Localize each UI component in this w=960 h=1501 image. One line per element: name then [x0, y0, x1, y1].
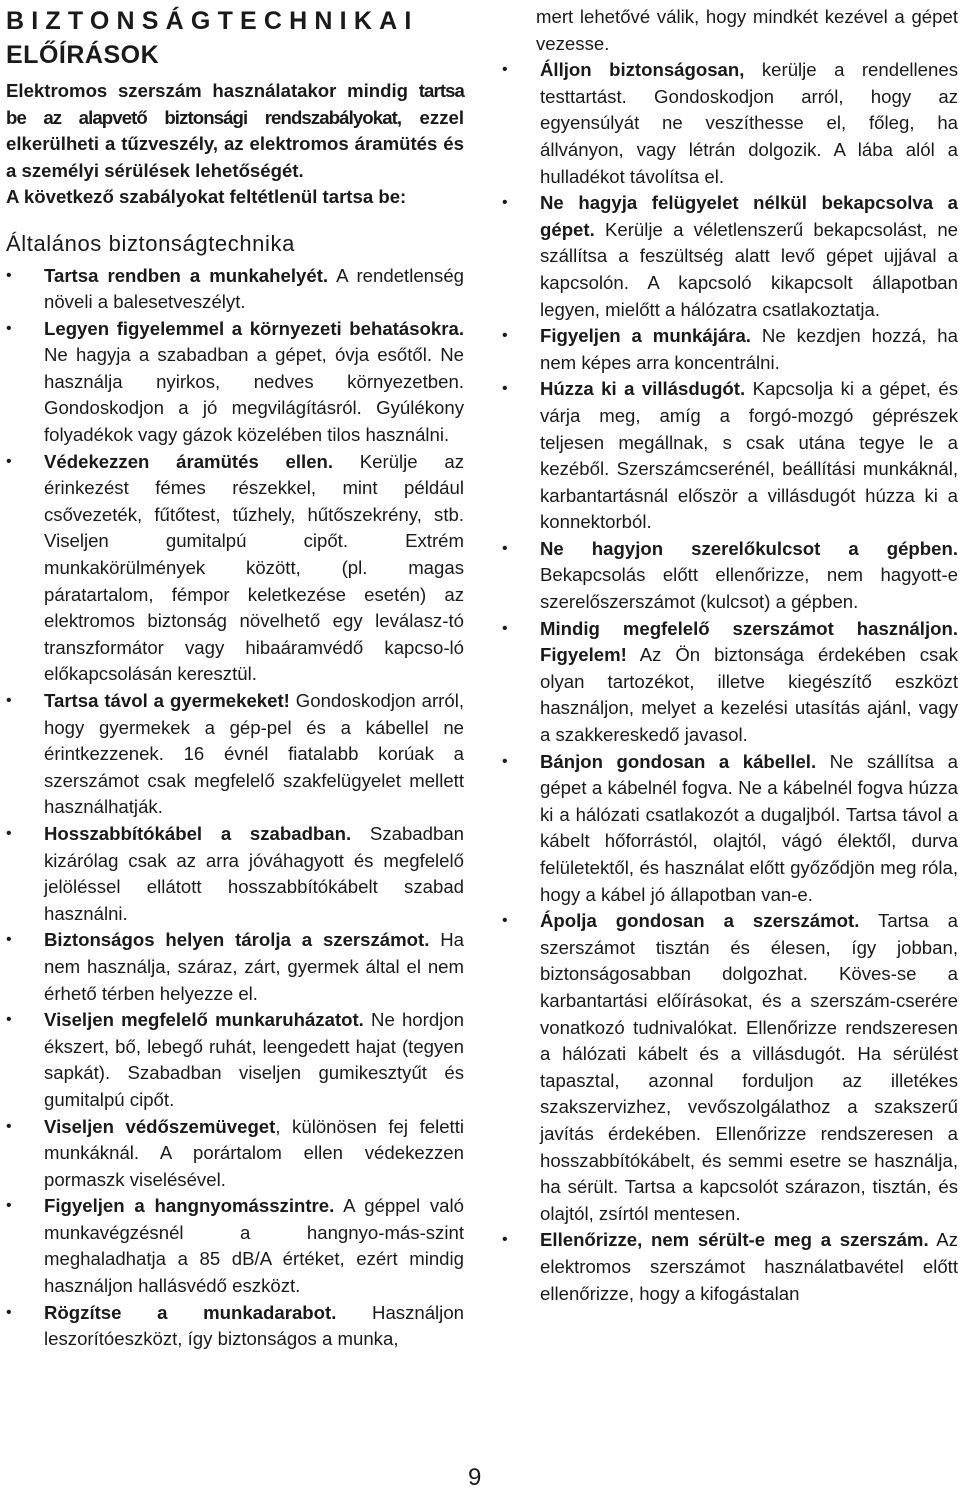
- safety-rule: [6, 263, 464, 316]
- rule-heading: Ápolja gondosan a szerszámot.: [540, 910, 860, 932]
- rule-heading: Ellenőrizze, nem sérült-e meg a szerszám.: [540, 1229, 929, 1251]
- rule-text: Tartsa a szerszámot tisztán és élesen, így jobban, biztonságosabban dolgozhat. Köves-se a karbantartási előírásokat, és a szerszám-cserére vonatkozó tudnivalókat. Ellenőrizze rendszeresen a hálózati kábelt és a villásdugót. Ha sérülést tapasztal, azonnal forduljon az illetékes szakszervizhez, vevőszolgálathoz a szakszerű javítás érdekében. Ellenőrizze rendszeresen a hosszabbítókábelt, és semmi esetre se használja, ha sérült. Tartsa a kapcsolót szárazon, tisztán, és olajtól, zsírtól mentesen.: [540, 910, 958, 1224]
- safety-rule: [6, 927, 464, 1007]
- bullet-icon: •: [6, 452, 12, 470]
- safety-rule: [502, 749, 958, 909]
- rule-text: , különösen fej feletti munkáknál. A porártalom ellen védekezzen pormaszk viselésével.: [44, 1115, 465, 1190]
- bullet-icon: •: [502, 619, 508, 637]
- intro-text-b: tartsa be az alapvető biztonsági rendszabályokat,: [6, 80, 464, 128]
- rule-text: A géppel való munkavégzésnél a hangnyo-más-szint meghaladhatja a 85 dB/A értéket, ezért mindig használjon hallásvédő eszközt.: [44, 1195, 464, 1297]
- safety-rule: [502, 908, 958, 1227]
- bullet-icon: •: [502, 1231, 508, 1249]
- rule-text: Ne szállítsa a gépet a kábelnél fogva. Ne a kábelnél fogva húzza ki a hálózati csatlakozót a dugaljból. Tartsa távol a kábelt hőforrástól, olajtól, vágó élektől, durva felületektől, és használat előtt győződjön meg róla, hogy a kábel jó állapotban van-e.: [540, 750, 958, 905]
- safety-rule: [6, 1193, 464, 1299]
- page-title: [6, 4, 464, 72]
- bullet-icon: •: [502, 327, 508, 345]
- bullet-icon: •: [502, 380, 508, 398]
- rule-heading: Figyeljen a hangnyomásszintre.: [44, 1195, 335, 1217]
- left-bullet-list: [6, 263, 464, 1353]
- rule-heading: Ne hagyjon szerelőkulcsot a gépben.: [540, 537, 958, 559]
- bullet-icon: •: [6, 692, 12, 709]
- title-line-1: BIZTONSÁGTECHNIKAI: [6, 7, 419, 35]
- safety-rule: [502, 376, 958, 536]
- rule-text: Ha nem használja, száraz, zárt, gyermek által el nem érhető térben helyezze el.: [44, 929, 465, 1004]
- bullet-icon: •: [502, 752, 508, 770]
- rule-heading: Biztonságos helyen tárolja a szerszámot.: [44, 929, 430, 951]
- safety-rule: [502, 616, 958, 749]
- rule-text: Az elektromos szerszámot használatbavétel előtt ellenőrizze, hogy a kifogástalan: [540, 1229, 958, 1304]
- page-number: 9: [468, 1464, 482, 1491]
- safety-rule: [6, 1300, 464, 1353]
- bullet-icon: •: [502, 194, 508, 212]
- safety-rule: [6, 449, 464, 688]
- safety-rule: [6, 1007, 464, 1113]
- safety-rule: [502, 323, 958, 376]
- intro-text-c: ezzel elkerülheti a tűzveszély, az elektromos áramütés és a személyi sérülések lehetőségét.: [6, 106, 464, 181]
- safety-rule: [6, 821, 464, 927]
- bullet-icon: •: [6, 1117, 12, 1135]
- safety-rule: [6, 1114, 464, 1194]
- bullet-icon: •: [6, 824, 12, 842]
- safety-rule: [6, 688, 464, 821]
- rule-heading: Álljon biztonságosan,: [540, 59, 745, 81]
- rule-text: Bekapcsolás előtt ellenőrizze, nem hagyott-e szerelőszerszámot (kulcsot) a gépben.: [540, 564, 958, 613]
- rule-text: Gondoskodjon arról, hogy gyermekek a gép-pel és a kábellel ne érintkezzenek. 16 évnél fiatalabb korúak a szerszámot csak megfelelő szakfelügyelet mellett használhatják.: [44, 690, 464, 818]
- rule-heading: Rögzítse a munkadarabot.: [44, 1301, 337, 1323]
- intro-paragraph: [6, 78, 464, 184]
- intro-instruction: A következő szabályokat feltétlenül tartsa be:: [6, 186, 407, 207]
- rule-text: Ne hordjon ékszert, bő, lebegő ruhát, leengedett hajat (tegyen sapkát). Szabadban viseljen gumikesztyűt és gumitalpú cipőt.: [44, 1009, 464, 1110]
- bullet-icon: •: [6, 931, 12, 949]
- rule-heading: Védekezzen áramütés ellen.: [44, 450, 334, 472]
- section-heading: Általános biztonságtechnika: [6, 230, 295, 256]
- rule-heading: Tartsa rendben a munkahelyét.: [44, 264, 329, 286]
- bullet-icon: •: [6, 1303, 12, 1321]
- rule-heading: Figyeljen a munkájára.: [540, 325, 751, 347]
- left-column: [6, 4, 464, 1353]
- bullet-icon: •: [6, 1011, 12, 1029]
- safety-rule: [6, 316, 464, 449]
- rule-text: Ne kezdjen hozzá, ha nem képes arra koncentrálni.: [540, 325, 958, 373]
- bullet-icon: •: [6, 266, 12, 284]
- bullet-icon: •: [6, 1197, 12, 1215]
- rule-text: A rendetlenség növeli a balesetveszélyt.: [44, 264, 464, 313]
- right-column: [502, 4, 958, 1307]
- safety-rule: [502, 190, 958, 323]
- right-bullet-list: [502, 57, 958, 1307]
- rule-text: Szabadban kizárólag csak az arra jóváhagyott és megfelelő jelöléssel ellátott hosszabbítókábelt szabad használni.: [44, 822, 464, 924]
- rule-heading: Legyen figyelemmel a környezeti behatásokra.: [44, 317, 464, 339]
- rule-heading: Hosszabbítókábel a szabadban.: [44, 822, 352, 844]
- rule-text: Használjon leszorítóeszközt, így biztonságos a munka,: [44, 1301, 464, 1350]
- rule-heading: Ne hagyja felügyelet nélkül bekapcsolva a gépet.: [540, 192, 958, 240]
- rule-text: kerülje a rendellenes testtartást. Gondoskodjon arról, hogy az egyensúlyát ne veszíthesse el, főleg, ha állványon, vagy létrán dolgozik. A lába alól a hulladékot távolítsa el.: [540, 59, 959, 187]
- rule-text: Kapcsolja ki a gépet, és várja meg, amíg a forgó-mozgó géprészek teljesen megállnak, s csak utána tegye le a kezéből. Szerszámcserénél, beállítási munkáknál, karbantartásnál először a villásdugót húzza ki a konnektorból.: [540, 378, 958, 533]
- rule-text: Az Ön biztonsága érdekében csak olyan tartozékot, illetve kiegészítő eszközt használjon, melyet a kezelési utasítás ajánl, vagy a szakkereskedő javasol.: [540, 644, 958, 746]
- safety-rule: [502, 57, 958, 190]
- rule-text: Ne hagyja a szabadban a gépet, óvja esőtől. Ne használja nyirkos, nedves környezetben. Gondoskodjon a jó megvilágításról. Gyúlékony folyadékok vagy gázok közelében tilos használni.: [44, 344, 464, 446]
- rule-heading: Tartsa távol a gyermekeket!: [44, 690, 290, 711]
- rule-text: Kerülje az érinkezést fémes részekkel, mint például csővezeték, fűtőtest, tűzhely, hűtőszekrény, stb. Viseljen gumitalpú cipőt. Extrém munkakörülmények között, (pl. magas páratartalom, fémpor keletkezése esetén) az elektromos biztonság növelhető egy leválasz-tó transzformátor vagy hibaáramvédő kapcso-ló előkapcsolásán keresztül.: [44, 450, 464, 685]
- continuation-text: mert lehetővé válik, hogy mindkét kezével a gépet vezesse.: [536, 6, 958, 54]
- bullet-icon: •: [502, 61, 508, 79]
- safety-rule: [502, 1227, 958, 1307]
- intro-text-a: Elektromos szerszám használatakor mindig: [6, 80, 419, 101]
- bullet-icon: •: [502, 539, 508, 557]
- rule-heading: Viseljen védőszemüveget: [44, 1115, 276, 1137]
- safety-rule: [502, 536, 958, 616]
- rule-heading: Bánjon gondosan a kábellel.: [540, 750, 817, 772]
- rule-text: Kerülje a véletlenszerű bekapcsolást, ne szállítsa a feszültség alatt levő gépet ujjával a kapcsolón. A kapcsoló kikapcsolt állapotban legyen, mielőtt a hálózatra csatlakoztatja.: [540, 218, 958, 320]
- title-line-2: ELŐÍRÁSOK: [6, 41, 160, 69]
- rule-heading: Húzza ki a villásdugót.: [540, 378, 746, 400]
- bullet-icon: •: [6, 319, 12, 337]
- rule-heading: Viseljen megfelelő munkaruházatot.: [44, 1009, 364, 1031]
- bullet-icon: •: [502, 912, 508, 930]
- rule-heading: Mindig megfelelő szerszámot használjon. Figyelem!: [540, 617, 958, 666]
